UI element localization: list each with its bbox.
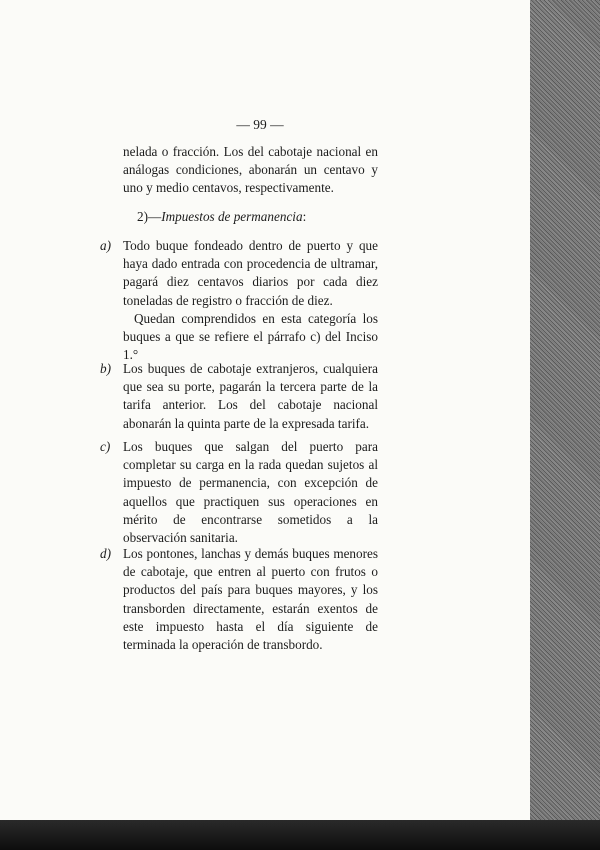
list-item-b xyxy=(100,360,380,433)
intro-text: nelada o fracción. Los del cabotaje nacional en análogas condiciones, abonarán un centavo y uno y medio centavos, respectivamente. xyxy=(123,144,378,196)
item-marker: c) xyxy=(100,439,111,454)
item-marker: a) xyxy=(100,238,111,253)
list-item-c xyxy=(100,438,380,547)
section-title: Impuestos de permanencia xyxy=(161,209,303,224)
item-paragraph: Los buques de cabotaje extranjeros, cualquiera que sea su porte, pagarán la tercera parte de la tarifa anterior. Los del cabotaje nacional abonarán la quinta parte de la expresada tarifa. xyxy=(123,361,378,431)
item-paragraph: Todo buque fondeado dentro de puerto y que haya dado entrada con procedencia de ultramar, pagará diez centavos diarios por cada diez toneladas de registro o fracción de diez. xyxy=(123,238,378,308)
bottom-edge-shadow xyxy=(0,820,600,850)
list-item-a xyxy=(100,237,380,364)
item-marker: d) xyxy=(100,546,111,561)
page-edge-shadow xyxy=(530,0,600,850)
item-body xyxy=(123,360,378,433)
page-number: — 99 — xyxy=(236,117,284,132)
item-body xyxy=(123,545,378,654)
item-paragraph: Los buques que salgan del puerto para completar su carga en la rada quedan sujetos al impuesto de permanencia, con excepción de aquellos que practiquen sus operaciones en mérito de encontrarse sometidos a la observación sanitaria. xyxy=(123,439,378,546)
section-heading xyxy=(137,209,377,225)
intro-paragraph xyxy=(123,143,378,198)
item-paragraph: Quedan comprendidos en esta categoría los buques a que se refiere el párrafo c) del Inciso 1.° xyxy=(123,310,378,363)
item-body xyxy=(123,237,378,364)
item-marker: b) xyxy=(100,361,111,376)
item-body xyxy=(123,438,378,547)
section-suffix: : xyxy=(302,209,307,224)
item-paragraph: Los pontones, lanchas y demás buques menores de cabotaje, que entren al puerto con frutos o productos del país para buques mayores, y los transborden directamente, estarán exentos de este impuesto hasta el día siguiente de terminada la operación de transbordo. xyxy=(123,546,378,653)
list-item-d xyxy=(100,545,380,654)
section-number: 2)— xyxy=(137,209,162,224)
